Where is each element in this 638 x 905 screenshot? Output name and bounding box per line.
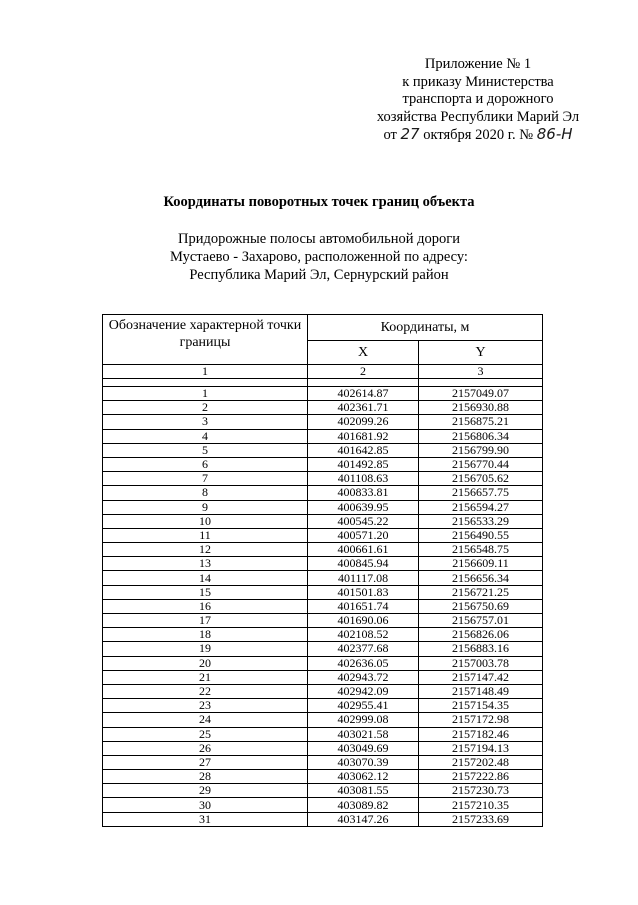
x-coordinate-cell: 402955.41 <box>308 699 419 713</box>
x-coordinate-cell: 400661.61 <box>308 543 419 557</box>
x-coordinate-cell: 401117.08 <box>308 571 419 585</box>
appendix-line-3: транспорта и дорожного <box>402 91 554 107</box>
y-coordinate-cell: 2156875.21 <box>419 415 543 429</box>
document-title: Координаты поворотных точек границ объекта <box>163 194 475 210</box>
x-coordinate-cell: 400545.22 <box>308 514 419 528</box>
point-number-cell: 22 <box>103 684 308 698</box>
point-number-cell: 29 <box>103 784 308 798</box>
x-coordinate-cell: 402377.68 <box>308 642 419 656</box>
y-coordinate-cell: 2157222.86 <box>419 770 543 784</box>
table-row <box>103 699 543 713</box>
point-number-cell: 17 <box>103 614 308 628</box>
x-coordinate-cell: 403089.82 <box>308 798 419 812</box>
table-row <box>103 812 543 826</box>
table-row <box>103 642 543 656</box>
y-coordinate-cell: 2156757.01 <box>419 614 543 628</box>
point-number-cell: 13 <box>103 557 308 571</box>
y-coordinate-cell: 2156490.55 <box>419 528 543 542</box>
y-coordinate-cell: 2157230.73 <box>419 784 543 798</box>
point-number-cell: 28 <box>103 770 308 784</box>
x-coordinate-cell: 402636.05 <box>308 656 419 670</box>
appendix-date-line <box>360 126 596 145</box>
point-number-cell: 20 <box>103 656 308 670</box>
x-coordinate-cell: 402361.71 <box>308 401 419 415</box>
y-coordinate-cell: 2156548.75 <box>419 543 543 557</box>
point-number-cell: 5 <box>103 443 308 457</box>
point-number-cell: 12 <box>103 543 308 557</box>
table-row <box>103 557 543 571</box>
table-row <box>103 656 543 670</box>
date-day-handwritten: 27 <box>400 125 420 143</box>
y-coordinate-cell: 2156750.69 <box>419 599 543 613</box>
y-coordinate-cell: 2157172.98 <box>419 713 543 727</box>
y-coordinate-cell: 2156721.25 <box>419 585 543 599</box>
table-row <box>103 443 543 457</box>
point-number-cell: 3 <box>103 415 308 429</box>
x-coordinate-cell: 402099.26 <box>308 415 419 429</box>
date-prefix: от <box>383 127 397 143</box>
table-row <box>103 770 543 784</box>
y-coordinate-cell: 2157003.78 <box>419 656 543 670</box>
point-number-cell: 7 <box>103 472 308 486</box>
column-number-3: 3 <box>419 365 543 379</box>
table-row <box>103 528 543 542</box>
table-row <box>103 755 543 769</box>
y-coordinate-cell: 2157147.42 <box>419 670 543 684</box>
table-row <box>103 500 543 514</box>
point-number-cell: 31 <box>103 812 308 826</box>
column-number-2: 2 <box>308 365 419 379</box>
x-coordinate-cell: 401690.06 <box>308 614 419 628</box>
point-number-cell: 27 <box>103 755 308 769</box>
table-row <box>103 599 543 613</box>
table-row <box>103 543 543 557</box>
y-coordinate-cell: 2156594.27 <box>419 500 543 514</box>
x-coordinate-cell: 402943.72 <box>308 670 419 684</box>
subtitle-line-3: Республика Марий Эл, Сернурский район <box>189 267 449 283</box>
table-row <box>103 415 543 429</box>
y-coordinate-cell: 2156705.62 <box>419 472 543 486</box>
coordinates-rows <box>103 387 543 827</box>
y-coordinate-cell: 2156533.29 <box>419 514 543 528</box>
point-number-cell: 18 <box>103 628 308 642</box>
column-header-point: Обозначение характерной точки границы <box>103 315 308 365</box>
x-coordinate-cell: 403021.58 <box>308 727 419 741</box>
point-number-cell: 11 <box>103 528 308 542</box>
point-number-cell: 19 <box>103 642 308 656</box>
table-row <box>103 741 543 755</box>
x-coordinate-cell: 402108.52 <box>308 628 419 642</box>
x-coordinate-cell: 400833.81 <box>308 486 419 500</box>
table-row <box>103 628 543 642</box>
point-number-cell: 8 <box>103 486 308 500</box>
order-number-handwritten: 86-Н <box>536 125 573 143</box>
table-row <box>103 457 543 471</box>
x-coordinate-cell: 403147.26 <box>308 812 419 826</box>
y-coordinate-cell: 2156930.88 <box>419 401 543 415</box>
point-number-cell: 4 <box>103 429 308 443</box>
x-coordinate-cell: 402614.87 <box>308 387 419 401</box>
point-number-cell: 26 <box>103 741 308 755</box>
appendix-header <box>360 56 596 145</box>
x-coordinate-cell: 403081.55 <box>308 784 419 798</box>
table-row <box>103 614 543 628</box>
x-coordinate-cell: 403070.39 <box>308 755 419 769</box>
point-number-cell: 25 <box>103 727 308 741</box>
x-coordinate-cell: 401501.83 <box>308 585 419 599</box>
x-coordinate-cell: 402999.08 <box>308 713 419 727</box>
table-row <box>103 571 543 585</box>
y-coordinate-cell: 2156799.90 <box>419 443 543 457</box>
point-number-cell: 9 <box>103 500 308 514</box>
table-row <box>103 472 543 486</box>
y-coordinate-cell: 2156826.06 <box>419 628 543 642</box>
point-number-cell: 23 <box>103 699 308 713</box>
appendix-line-1: Приложение № 1 <box>424 56 532 72</box>
x-coordinate-cell: 403062.12 <box>308 770 419 784</box>
y-coordinate-cell: 2157210.35 <box>419 798 543 812</box>
y-coordinate-cell: 2157154.35 <box>419 699 543 713</box>
table-row <box>103 713 543 727</box>
x-coordinate-cell: 401681.92 <box>308 429 419 443</box>
y-coordinate-cell: 2157194.13 <box>419 741 543 755</box>
y-coordinate-cell: 2156609.11 <box>419 557 543 571</box>
table-row <box>103 429 543 443</box>
x-coordinate-cell: 401642.85 <box>308 443 419 457</box>
point-number-cell: 24 <box>103 713 308 727</box>
point-number-cell: 30 <box>103 798 308 812</box>
table-row <box>103 798 543 812</box>
x-coordinate-cell: 400845.94 <box>308 557 419 571</box>
table-row <box>103 387 543 401</box>
column-number-1: 1 <box>103 365 308 379</box>
y-coordinate-cell: 2156806.34 <box>419 429 543 443</box>
column-header-coordinates: Координаты, м <box>308 315 543 341</box>
y-coordinate-cell: 2157202.48 <box>419 755 543 769</box>
point-number-cell: 16 <box>103 599 308 613</box>
table-row <box>103 727 543 741</box>
table-row <box>103 684 543 698</box>
point-number-cell: 1 <box>103 387 308 401</box>
table-row <box>103 486 543 500</box>
subtitle-line-1: Придорожные полосы автомобильной дороги <box>178 231 460 247</box>
y-coordinate-cell: 2156656.34 <box>419 571 543 585</box>
column-header-x: X <box>308 341 419 365</box>
appendix-line-4: хозяйства Республики Марий Эл <box>376 108 580 125</box>
table-row <box>103 784 543 798</box>
x-coordinate-cell: 401492.85 <box>308 457 419 471</box>
column-header-y: Y <box>419 341 543 365</box>
document-subtitle <box>0 230 638 284</box>
table-row <box>103 514 543 528</box>
y-coordinate-cell: 2157182.46 <box>419 727 543 741</box>
y-coordinate-cell: 2156883.16 <box>419 642 543 656</box>
x-coordinate-cell: 402942.09 <box>308 684 419 698</box>
y-coordinate-cell: 2156770.44 <box>419 457 543 471</box>
y-coordinate-cell: 2156657.75 <box>419 486 543 500</box>
subtitle-line-2: Мустаево - Захарово, расположенной по адресу: <box>170 249 468 265</box>
y-coordinate-cell: 2157049.07 <box>419 387 543 401</box>
x-coordinate-cell: 401651.74 <box>308 599 419 613</box>
point-number-cell: 21 <box>103 670 308 684</box>
coordinates-table <box>102 314 543 827</box>
point-number-cell: 6 <box>103 457 308 471</box>
x-coordinate-cell: 401108.63 <box>308 472 419 486</box>
y-coordinate-cell: 2157233.69 <box>419 812 543 826</box>
x-coordinate-cell: 400571.20 <box>308 528 419 542</box>
x-coordinate-cell: 400639.95 <box>308 500 419 514</box>
point-number-cell: 10 <box>103 514 308 528</box>
point-number-cell: 2 <box>103 401 308 415</box>
date-rest: октября 2020 г. № <box>423 127 534 143</box>
table-row <box>103 670 543 684</box>
point-number-cell: 15 <box>103 585 308 599</box>
table-row <box>103 401 543 415</box>
point-number-cell: 14 <box>103 571 308 585</box>
appendix-line-2: к приказу Министерства <box>402 73 554 90</box>
table-row <box>103 585 543 599</box>
y-coordinate-cell: 2157148.49 <box>419 684 543 698</box>
x-coordinate-cell: 403049.69 <box>308 741 419 755</box>
